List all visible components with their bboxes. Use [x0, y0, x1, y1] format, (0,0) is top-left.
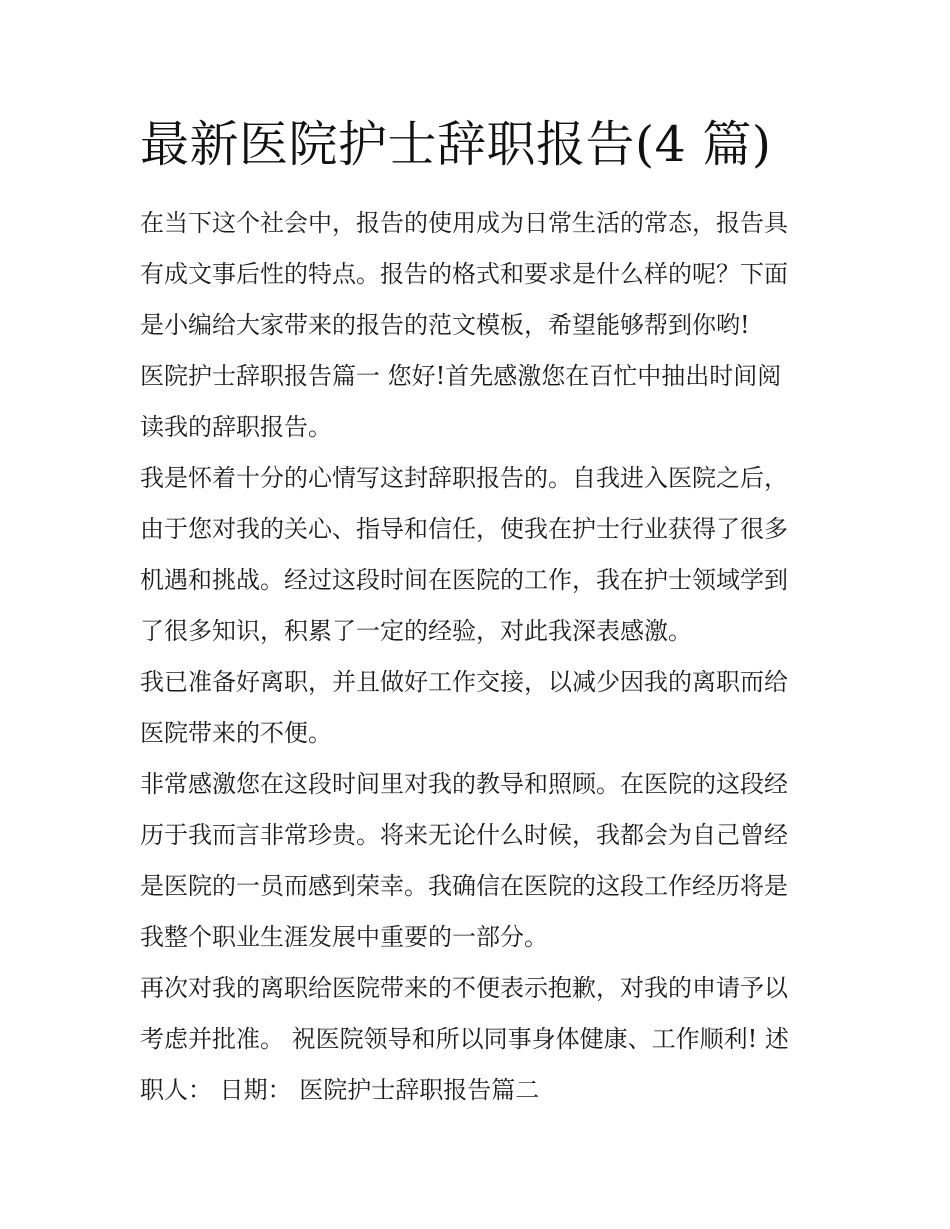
paragraph-thanks [140, 759, 816, 963]
text-line: 医院护士辞职报告篇一 您好!首先感激您在百忙中抽出时间阅 [140, 362, 782, 390]
text-line: 再次对我的离职给医院带来的不便表示抱歉，对我的申请予以 [140, 974, 788, 1002]
document-title: 最新医院护士辞职报告(4 篇) [140, 116, 772, 173]
text-line: 考虑并批准。 祝医院领导和所以同事身体健康、工作顺利! 述 [140, 1025, 789, 1053]
text-line: 有成文事后性的特点。报告的格式和要求是什么样的呢？下面 [140, 260, 788, 288]
text-line: 读我的辞职报告。 [140, 413, 332, 441]
paragraph-gratitude [140, 453, 816, 657]
paragraph-greeting [140, 351, 816, 453]
text-line: 非常感激您在这段时间里对我的教导和照顾。在医院的这段经 [140, 770, 788, 798]
text-line: 是医院的一员而感到荣幸。我确信在医院的这段工作经历将是 [140, 872, 788, 900]
document-body [140, 198, 816, 1116]
text-line: 我整个职业生涯发展中重要的一部分。 [140, 923, 548, 951]
text-line: 由于您对我的关心、指导和信任，使我在护士行业获得了很多 [140, 515, 788, 543]
text-line: 是小编给大家带来的报告的范文模板，希望能够帮到你哟! [140, 311, 750, 339]
text-line: 职人： 日期： 医院护士辞职报告篇二 [140, 1076, 540, 1104]
text-line: 医院带来的不便。 [140, 719, 332, 747]
text-line: 在当下这个社会中，报告的使用成为日常生活的常态，报告具 [140, 209, 788, 237]
text-line: 了很多知识，积累了一定的经验，对此我深表感激。 [140, 617, 692, 645]
paragraph-handover [140, 657, 816, 759]
text-line: 我已准备好离职，并且做好工作交接，以减少因我的离职而给 [140, 668, 788, 696]
paragraph-closing [140, 963, 816, 1116]
text-line: 机遇和挑战。经过这段时间在医院的工作，我在护士领域学到 [140, 566, 788, 594]
paragraph-intro [140, 198, 816, 351]
text-line: 历于我而言非常珍贵。将来无论什么时候，我都会为自己曾经 [140, 821, 788, 849]
text-line: 我是怀着十分的心情写这封辞职报告的。自我进入医院之后， [140, 464, 788, 492]
